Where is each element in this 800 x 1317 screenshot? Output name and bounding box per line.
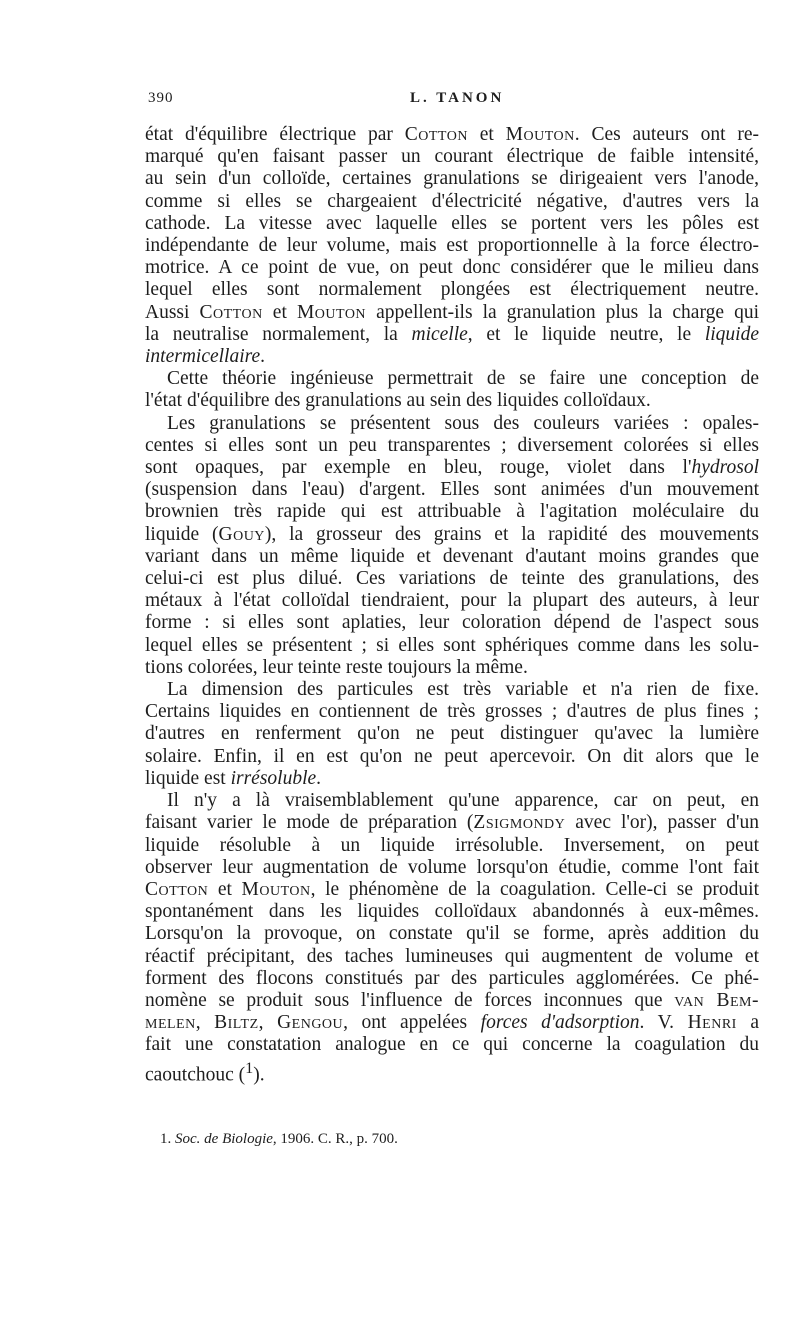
- text-line: [145, 879, 759, 901]
- footnote-details: , 1906. C. R., p. 700.: [272, 1131, 398, 1147]
- text-run: fait une constatation analogue en ce qui concerne la coagulation du: [145, 1034, 759, 1056]
- text-run: Aussi: [145, 301, 200, 323]
- body-text: [145, 124, 759, 1086]
- text-line: [145, 746, 759, 768]
- text-run: , et le liquide neutre, le: [467, 323, 705, 345]
- footnote-number: 1.: [160, 1131, 172, 1147]
- text-run: a: [736, 1012, 760, 1034]
- author-name: Biltz: [214, 1012, 259, 1034]
- author-name: Henri: [687, 1012, 737, 1034]
- text-line: [145, 257, 759, 279]
- footnote-source: Soc. de Biologie: [175, 1131, 273, 1147]
- text-run: motrice. A ce point de vue, on peut donc considérer que le milieu dans: [145, 257, 759, 279]
- text-run: indépendante de leur volume, mais est proportionnelle à la force électro-: [145, 235, 759, 257]
- text-run: liquide résoluble à un liquide irrésoluble. Inversement, on peut: [145, 834, 759, 856]
- text-line: [145, 857, 759, 879]
- text-line: [145, 168, 759, 190]
- text-line: [145, 1012, 759, 1034]
- text-line: [145, 901, 759, 923]
- text-line: [145, 390, 759, 412]
- author-name: Gengou: [277, 1012, 344, 1034]
- text-run: et: [262, 301, 297, 323]
- text-run: marqué qu'en faisant passer un courant électrique de faible intensité,: [145, 146, 759, 168]
- text-run: faisant varier le mode de préparation (: [145, 812, 474, 834]
- text-run: d'autres en renferment qu'on ne peut distinguer qu'avec la lumière: [145, 723, 759, 745]
- text-line: [145, 191, 759, 213]
- text-run: et: [467, 124, 506, 145]
- italic-term: intermicellaire: [145, 346, 261, 368]
- text-line: [145, 235, 759, 257]
- text-run: observer leur augmentation de volume lorsqu'on étudie, comme l'ont fait: [145, 856, 759, 878]
- text-run: solaire. Enfin, il en est qu'on ne peut apercevoir. On dit alors que le: [145, 745, 759, 767]
- text-run: avec l'or), passer d'un: [565, 812, 759, 834]
- text-run: métaux à l'état colloïdal tiendraient, pour la plupart des auteurs, à leur: [145, 590, 759, 612]
- author-name: melen: [145, 1012, 196, 1034]
- text-run: .: [260, 346, 266, 368]
- text-line: [145, 146, 759, 168]
- running-header: [148, 90, 760, 114]
- author-name: Cotton: [404, 124, 468, 145]
- text-block: [145, 124, 759, 1086]
- text-line: [145, 524, 759, 546]
- text-line: [145, 213, 759, 235]
- text-run: ,: [195, 1012, 215, 1034]
- text-run: Lorsqu'on la provoque, on constate qu'il se forme, après addition du: [145, 923, 759, 945]
- text-run: brownien très rapide qui est attribuable à l'agitation moléculaire du: [145, 501, 759, 523]
- italic-term: irrésoluble: [230, 767, 317, 789]
- text-run: , le phénomène de la coagulation. Celle-ci se produit: [310, 878, 759, 900]
- text-line: [145, 346, 759, 368]
- text-line: [145, 723, 759, 745]
- italic-term: liquide: [704, 323, 759, 345]
- text-run: sont opaques, par exemple en bleu, rouge, violet dans l': [145, 457, 692, 479]
- footnote: [160, 1131, 398, 1148]
- text-run: , ont appelées: [343, 1012, 481, 1034]
- text-line: [145, 1057, 759, 1087]
- italic-term: micelle: [411, 323, 468, 345]
- text-run: ).: [253, 1064, 265, 1086]
- text-line: [145, 279, 759, 301]
- author-name: Mouton: [296, 301, 367, 323]
- text-run: La dimension des particules est très variable et n'a rien de fixe.: [167, 679, 759, 701]
- author-name: Zsigmondy: [473, 812, 566, 834]
- text-line: [145, 324, 759, 346]
- text-line: [145, 546, 759, 568]
- text-run: . V.: [639, 1012, 688, 1034]
- text-run: ,: [258, 1012, 278, 1034]
- text-line: [145, 990, 759, 1012]
- text-line: [145, 923, 759, 945]
- author-name: Cotton: [199, 301, 263, 323]
- text-run: lequel elles sont normalement plongées est électriquement neutre.: [145, 279, 759, 301]
- text-run: .: [316, 767, 322, 789]
- italic-term: hydrosol: [691, 457, 759, 479]
- text-run: cathode. La vitesse avec laquelle elles se portent vers les pôles est: [145, 212, 759, 234]
- italic-term: forces d'adsorption: [480, 1012, 640, 1034]
- text-run: la neutralise normalement, la: [145, 323, 412, 345]
- text-run: état d'équilibre électrique par: [145, 124, 405, 145]
- text-run: Cette théorie ingénieuse permettrait de se faire une conception de: [167, 368, 759, 390]
- text-line: [145, 302, 759, 324]
- text-line: [145, 701, 759, 723]
- text-line: [145, 368, 759, 390]
- text-run: liquide (: [145, 523, 219, 545]
- text-run: Les granulations se présentent sous des couleurs variées : opales-: [167, 412, 759, 434]
- text-run: au sein d'un colloïde, certaines granulations se dirigeaient vers l'anode,: [145, 168, 759, 190]
- text-line: [145, 124, 759, 146]
- text-run: Certains liquides en contiennent de très grosses ; d'autres de plus fines ;: [145, 701, 759, 723]
- text-run: centes si elles sont un peu transparentes ; diversement colorées si elles: [145, 434, 759, 456]
- text-run: forme : si elles sont aplaties, leur coloration dépend de l'aspect sous: [145, 612, 759, 634]
- text-run: celui-ci est plus dilué. Ces variations de teinte des granulations, des: [145, 568, 759, 590]
- footnote-ref: 1: [245, 1058, 254, 1077]
- text-run: caoutchouc (: [145, 1064, 246, 1086]
- text-line: [145, 835, 759, 857]
- text-run: Il n'y a là vraisemblablement qu'une apparence, car on peut, en: [167, 790, 759, 812]
- text-run: nomène se produit sous l'influence de forces inconnues que: [145, 989, 675, 1011]
- text-run: (suspension dans l'eau) d'argent. Elles sont animées d'un mouvement: [145, 479, 759, 501]
- text-line: [145, 612, 759, 634]
- text-line: [145, 968, 759, 990]
- author-name: van Bem-: [674, 989, 760, 1011]
- text-line: [145, 435, 759, 457]
- text-line: [145, 501, 759, 523]
- author-name: Gouy: [218, 523, 265, 545]
- text-run: ), la grosseur des grains et la rapidité des mouvements: [264, 523, 759, 545]
- text-run: réactif précipitant, des taches lumineuses qui augmentent de volume et: [145, 945, 759, 967]
- text-line: [145, 457, 759, 479]
- page-number: 390: [148, 90, 174, 106]
- text-line: [145, 413, 759, 435]
- text-line: [145, 479, 759, 501]
- text-run: tions colorées, leur teinte reste toujours la même.: [145, 656, 528, 678]
- text-run: spontanément dans les liquides colloïdaux abandonnés à eux-mêmes.: [145, 901, 759, 923]
- text-line: [145, 635, 759, 657]
- author-name: Cotton: [145, 878, 209, 900]
- text-line: [145, 768, 759, 790]
- text-line: [145, 568, 759, 590]
- text-line: [145, 790, 759, 812]
- running-title: L. TANON: [410, 90, 505, 106]
- text-run: l'état d'équilibre des granulations au sein des liquides colloïdaux.: [145, 390, 651, 412]
- text-run: lequel elles se présentent ; si elles sont sphériques comme dans les solu-: [145, 634, 759, 656]
- text-run: et: [208, 878, 242, 900]
- text-line: [145, 590, 759, 612]
- text-run: forment des flocons constitués par des particules agglomérées. Ce phé-: [145, 967, 759, 989]
- text-line: [145, 1034, 759, 1056]
- text-line: [145, 657, 759, 679]
- text-run: comme si elles se chargeaient d'électricité négative, d'autres vers la: [145, 190, 759, 212]
- text-line: [145, 946, 759, 968]
- text-run: variant dans un même liquide et devenant d'autant moins grandes que: [145, 545, 759, 567]
- text-line: [145, 679, 759, 701]
- text-run: . Ces auteurs ont re-: [574, 124, 760, 145]
- text-line: [145, 812, 759, 834]
- author-name: Mouton: [505, 124, 575, 145]
- text-run: appellent-ils la granulation plus la charge qui: [366, 301, 760, 323]
- author-name: Mouton: [241, 878, 311, 900]
- text-run: liquide est: [145, 767, 231, 789]
